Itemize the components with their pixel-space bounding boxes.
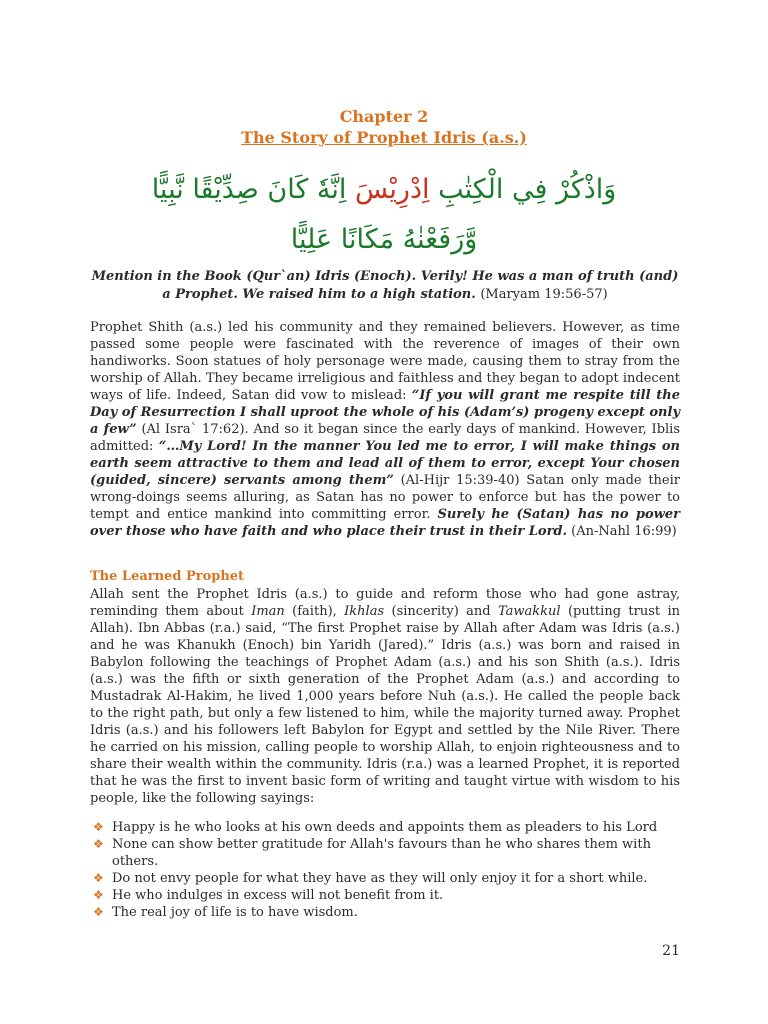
verse-translation (90, 268, 680, 304)
saying-text: The real joy of life is to have wisdom. (112, 905, 358, 920)
paragraph-text: (Al Isra` 17:62). And so it began since the early days of mankind. However, Iblis admitted: (90, 422, 680, 454)
saying-text: Happy is he who looks at his own deeds and appoints them as pleaders to his Lord (112, 820, 658, 835)
diamond-bullet-icon: ❖ (93, 871, 104, 885)
page-number: 21 (662, 943, 680, 959)
diamond-bullet-icon: ❖ (93, 820, 104, 834)
quoted-verse: “…My Lord! In the manner You led me to error, I will make things on earth seem attractive to them and lead all of them to error, except Your chosen (guided, sincere) servants among them” (90, 439, 680, 488)
quoted-verse: Surely he (Satan) has no power over those who have faith and who place their trust in their Lord. (90, 507, 680, 539)
saying-text: He who indulges in excess will not benefit from it. (112, 888, 444, 903)
list-item (90, 904, 690, 921)
arabic-verse-name: اِدْرِيْسَ (354, 174, 430, 205)
sayings-list (90, 819, 690, 921)
arabic-verse-line-2: وَّرَفَعْنٰهُ مَكَانًا عَلِيًّا (290, 224, 478, 255)
list-item (90, 836, 690, 870)
list-item (90, 887, 690, 904)
italic-term: Tawakkul (497, 604, 561, 619)
learned-prophet-paragraph (90, 586, 680, 807)
diamond-bullet-icon: ❖ (93, 837, 104, 851)
chapter-number: Chapter 2 (339, 107, 429, 126)
intro-paragraph (90, 319, 680, 540)
chapter-title: The Story of Prophet Idris (a.s.) (241, 128, 527, 147)
paragraph-text: (Al-Hijr 15:39-40) Satan only made their wrong-doings seems alluring, as Satan has no power to enforce but has the power to tempt and entice mankind into committing error. (90, 473, 680, 522)
saying-text: Do not envy people for what they have as they will only enjoy it for a short while. (112, 871, 648, 886)
verse-translation-text: Mention in the Book (Qur`an) Idris (Enoch). Verily! He was a man of truth (and) a Prophet. We raised him to a high station. (91, 269, 679, 302)
paragraph-text: Allah sent the Prophet Idris (a.s.) to guide and reform those who had gone astray, reminding them about (90, 587, 680, 619)
quoted-verse: “If you will grant me respite till the Day of Resurrection I shall uproot the whole of his (Adam’s) progeny except only a few” (90, 388, 680, 437)
list-item (90, 870, 690, 887)
saying-text: None can show better gratitude for Allah's favours than he who shares them with others. (112, 837, 651, 869)
paragraph-text: Prophet Shith (a.s.) led his community and they remained believers. However, as time passed some people were fascinated with the reverence of images of their own handiworks. Soon statues of holy personage were made, causing them to stray from the worship of Allah. They became irreligious and faithless and they began to adopt indecent ways of life. Indeed, Satan did vow to mislead: (90, 320, 680, 403)
arabic-verse-line-1 (0, 170, 768, 210)
paragraph-text: (putting trust in Allah). Ibn Abbas (r.a.) said, “The first Prophet raise by Allah after Adam was Idris (a.s.) and he was Khanukh (Enoch) bin Yaridh (Jared).” Idris (a.s.) was born and raised in Babylon following the teachings of Prophet Adam (a.s.) and his son Shith (a.s.). Idris (a.s.) was the fifth or sixth generation of the Prophet Adam (a.s.) and according to Mustadrak Al-Hakim, he lived 1,000 years before Nuh (a.s.). He called the people back to the right path, but only a few listened to him, while the majority turned away. Prophet Idris (a.s.) and his followers left Babylon for Egypt and settled by the Nile River. There he carried on his mission, calling people to worship Allah, to enjoin righteousness and to share their wealth within the community. Idris (r.a.) was a learned Prophet, it is reported that he was the first to invent basic form of writing and taught virtue with wisdom to his people, like the following sayings: (90, 604, 681, 806)
italic-term: Iman (251, 604, 285, 619)
list-item (90, 819, 690, 836)
section-heading: The Learned Prophet (90, 569, 245, 584)
diamond-bullet-icon: ❖ (93, 888, 104, 902)
arabic-verse-part: اِنَّهٗ كَانَ صِدِّيْقًا نَّبِيًّا (151, 174, 347, 205)
diamond-bullet-icon: ❖ (93, 905, 104, 919)
paragraph-text: (sincerity) and (384, 604, 498, 619)
arabic-verse-part: وَاذْكُرْ فِي الْكِتٰبِ (438, 174, 617, 205)
verse-reference: (Maryam 19:56-57) (480, 287, 608, 302)
italic-term: Ikhlas (344, 604, 385, 619)
paragraph-text: (An-Nahl 16:99) (567, 524, 677, 539)
paragraph-text: (faith), (284, 604, 345, 619)
